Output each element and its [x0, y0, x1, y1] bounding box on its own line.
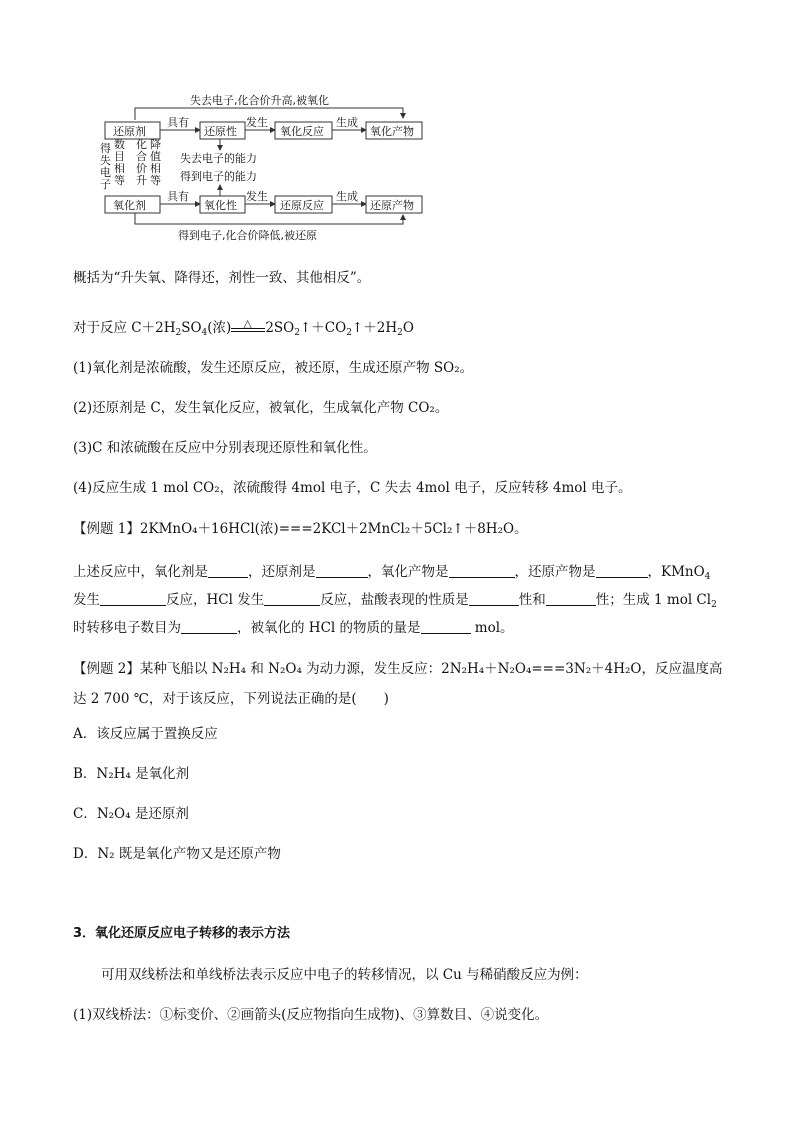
oxidizability-text: 氧化性 [204, 199, 237, 212]
diagram-bottom-label: 得到电子,化合价降低,被还原 [178, 229, 317, 242]
point-1: (1)氧化剂是浓硫酸，发生还原反应，被还原，生成还原产物 SO₂。 [73, 360, 474, 376]
oxidation-reaction-text: 氧化反应 [280, 125, 324, 138]
vertical-label-4: 降值相等 [150, 138, 161, 187]
example2-text: 某种飞船以 N₂H₄ 和 N₂O₄ 为动力源，发生反应：2N₂H₄＋N₂O₄===3N₂＋4H₂O，反应温度高达 2 700 ℃，对于该反应，下列说法正确的是( ) [73, 661, 723, 707]
option-c[interactable]: C．N₂O₄ 是还原剂 [73, 806, 189, 822]
diagram-top-label: 失去电子,化合价升高,被氧化 [190, 94, 329, 107]
reducibility-text: 还原性 [204, 125, 237, 138]
reaction-intro: 对于反应 [73, 320, 127, 336]
reduction-reaction-text: 还原反应 [280, 199, 324, 212]
vertical-label-3: 化合价升 [136, 138, 147, 187]
vertical-label-1: 得失电子 [100, 142, 111, 191]
option-b[interactable]: B．N₂H₄ 是氧化剂 [73, 766, 190, 782]
blank-reduction-product[interactable] [596, 563, 648, 578]
example1-equation: 2KMnO₄＋16HCl(浓)===2KCl＋2MnCl₂＋5Cl₂↑＋8H₂O。 [139, 521, 528, 537]
blank-oxidation-product[interactable] [449, 563, 515, 578]
section3-intro: 可用双线桥法和单线桥法表示反应中电子的转移情况，以 Cu 与稀硝酸反应为例： [101, 967, 588, 983]
example1-label: 【例题 1】 [73, 521, 140, 537]
section3-method1: (1)双线桥法：①标变价、②画箭头(反应物指向生成物)、③算数目、④说变化。 [73, 1007, 549, 1023]
example1-question: 上述反应中，氧化剂是 ，还原剂是 ，氧化产物是 ，还原产物是 ，KMnO$_4$ 发生 反应，HCl 发生 反应，盐酸表现的性质是 性和 性；生成 1 mol $Cl_2$时转移电子数目为 ，被氧化的 HCl 的物质的量是 mol。 [73, 564, 717, 636]
option-d[interactable]: D．N₂ 既是氧化产物又是还原产物 [73, 846, 281, 862]
example2-question [73, 654, 723, 714]
blank-reductant[interactable] [316, 563, 368, 578]
summary-text: 概括为“升失氧、降得还，剂性一致、其他相反”。 [73, 270, 371, 286]
oxidant-text: 氧化剂 [113, 199, 146, 212]
blank-property-2[interactable] [546, 591, 596, 606]
blank-hcl-reaction[interactable] [264, 591, 320, 606]
blank-property-1[interactable] [469, 591, 519, 606]
row1-has: 具有 [167, 116, 189, 129]
ability-gain-text: 得到电子的能力 [180, 170, 257, 183]
row2-form: 生成 [336, 190, 358, 203]
redox-concept-diagram [100, 90, 430, 250]
row2-happen: 发生 [246, 190, 268, 203]
example2-label: 【例题 2】 [73, 661, 140, 677]
point-3: (3)C 和浓硫酸在反应中分别表现还原性和氧化性。 [73, 440, 377, 456]
oxidation-product-text: 氧化产物 [370, 125, 414, 138]
row2-has: 具有 [167, 190, 189, 203]
vertical-label-2: 数目相等 [114, 138, 125, 187]
blank-electrons[interactable] [181, 619, 237, 634]
reaction-line: 对于反应 $C+2H_2SO_4$(浓) △ $2SO_2↑+CO_2↑+2H_2O$ [73, 317, 414, 338]
section3-heading: 3．氧化还原反应电子转移的表示方法 [73, 926, 291, 941]
heat-equals-sign: △ [231, 326, 265, 332]
reduction-product-text: 还原产物 [370, 199, 414, 212]
example1-line [73, 519, 723, 539]
point-4: (4)反应生成 1 mol CO₂，浓硫酸得 4mol 电子，C 失去 4mol 电子，反应转移 4mol 电子。 [73, 480, 632, 496]
point-2: (2)还原剂是 C，发生氧化反应，被氧化，生成氧化产物 CO₂。 [73, 400, 449, 416]
blank-oxidant[interactable] [208, 563, 248, 578]
option-a[interactable]: A．该反应属于置换反应 [73, 726, 218, 742]
ability-lose-text: 失去电子的能力 [180, 152, 257, 165]
blank-hcl-amount[interactable] [421, 619, 471, 634]
blank-kmno4-reaction[interactable] [100, 591, 166, 606]
reductant-text: 还原剂 [113, 125, 146, 138]
row1-happen: 发生 [246, 116, 268, 129]
row1-form: 生成 [336, 116, 358, 129]
